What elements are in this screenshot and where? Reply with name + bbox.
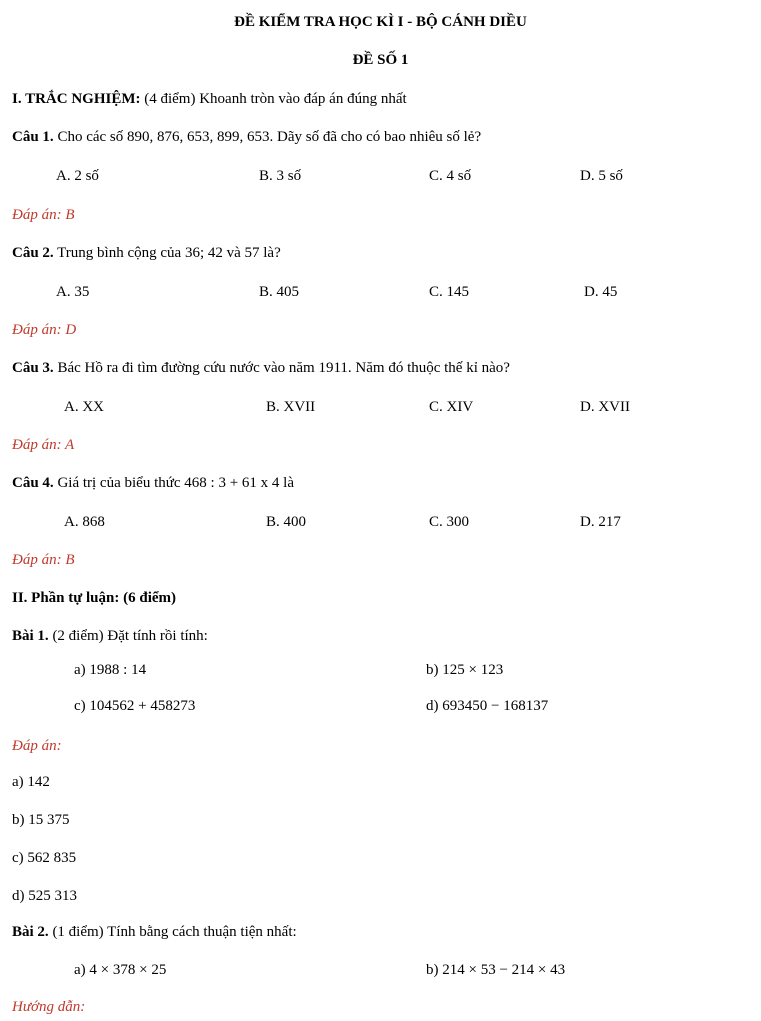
- question-2-text: Trung bình cộng của 36; 42 và 57 là?: [53, 245, 281, 261]
- bai-1-answer-b: b) 15 375: [12, 812, 70, 828]
- q1-option-a: A. 2 số: [56, 168, 99, 184]
- q4-option-a: A. 868: [64, 514, 105, 530]
- document-subtitle: ĐỀ SỐ 1: [352, 52, 409, 68]
- q2-option-c: C. 145: [429, 284, 470, 300]
- bai-2-guide-label: Hướng dẫn:: [12, 999, 86, 1015]
- bai-2-item-a: a) 4 × 378 × 25: [74, 962, 167, 978]
- q2-option-a: A. 35: [56, 284, 90, 300]
- bai-1-text: (2 điểm) Đặt tính rồi tính:: [48, 628, 208, 644]
- bai-1-heading: [12, 626, 208, 646]
- section-1-text: (4 điểm) Khoanh tròn vào đáp án đúng nhất: [140, 91, 407, 107]
- bai-1-answer-d: d) 525 313: [12, 888, 77, 904]
- q3-answer: Đáp án: A: [12, 437, 75, 453]
- question-3-label: Câu 3.: [12, 360, 54, 376]
- question-1-label: Câu 1.: [12, 129, 54, 145]
- question-1: [12, 127, 481, 147]
- bai-2-heading: [12, 922, 297, 942]
- question-2: [12, 243, 281, 263]
- question-3: [12, 358, 510, 378]
- bai-2-text: (1 điểm) Tính bằng cách thuận tiện nhất:: [48, 924, 297, 940]
- bai-1-answer-label: Đáp án:: [12, 738, 62, 754]
- q1-option-b: B. 3 số: [259, 168, 302, 184]
- bai-2-label: Bài 2.: [12, 924, 49, 940]
- q3-option-a: A. XX: [64, 399, 104, 415]
- bai-2-item-b: b) 214 × 53 − 214 × 43: [426, 962, 566, 978]
- question-1-text: Cho các số 890, 876, 653, 899, 653. Dãy số đã cho có bao nhiêu số lẻ?: [53, 129, 482, 145]
- q2-option-d: D. 45: [584, 284, 618, 300]
- bai-1-item-b: b) 125 × 123: [426, 662, 504, 678]
- q4-option-c: C. 300: [429, 514, 470, 530]
- q4-option-b: B. 400: [266, 514, 307, 530]
- q1-option-d: D. 5 số: [580, 168, 623, 184]
- q4-answer: Đáp án: B: [12, 552, 75, 568]
- document-title: ĐỀ KIỂM TRA HỌC KÌ I - BỘ CÁNH DIỀU: [234, 14, 527, 30]
- bai-1-answer-c: c) 562 835: [12, 850, 77, 866]
- q3-option-c: C. XIV: [429, 399, 474, 415]
- bai-1-item-a: a) 1988 : 14: [74, 662, 147, 678]
- q2-answer: Đáp án: D: [12, 322, 77, 338]
- q1-option-c: C. 4 số: [429, 168, 472, 184]
- q2-option-b: B. 405: [259, 284, 300, 300]
- question-4: [12, 473, 294, 493]
- question-4-text: Giá trị của biểu thức 468 : 3 + 61 x 4 là: [53, 475, 294, 491]
- section-1-label: I. TRẮC NGHIỆM:: [12, 91, 141, 107]
- bai-1-item-d: d) 693450 − 168137: [426, 698, 549, 714]
- section-2-heading: II. Phần tự luận: (6 điểm): [12, 590, 177, 606]
- question-3-text: Bác Hồ ra đi tìm đường cứu nước vào năm 1911. Năm đó thuộc thế kỉ nào?: [53, 360, 510, 376]
- q1-answer: Đáp án: B: [12, 207, 75, 223]
- bai-1-item-c: c) 104562 + 458273: [74, 698, 196, 714]
- bai-1-answer-a: a) 142: [12, 774, 50, 790]
- question-4-label: Câu 4.: [12, 475, 54, 491]
- bai-1-label: Bài 1.: [12, 628, 49, 644]
- q3-option-b: B. XVII: [266, 399, 316, 415]
- q3-option-d: D. XVII: [580, 399, 630, 415]
- question-2-label: Câu 2.: [12, 245, 54, 261]
- section-1-heading: [12, 89, 407, 109]
- q4-option-d: D. 217: [580, 514, 621, 530]
